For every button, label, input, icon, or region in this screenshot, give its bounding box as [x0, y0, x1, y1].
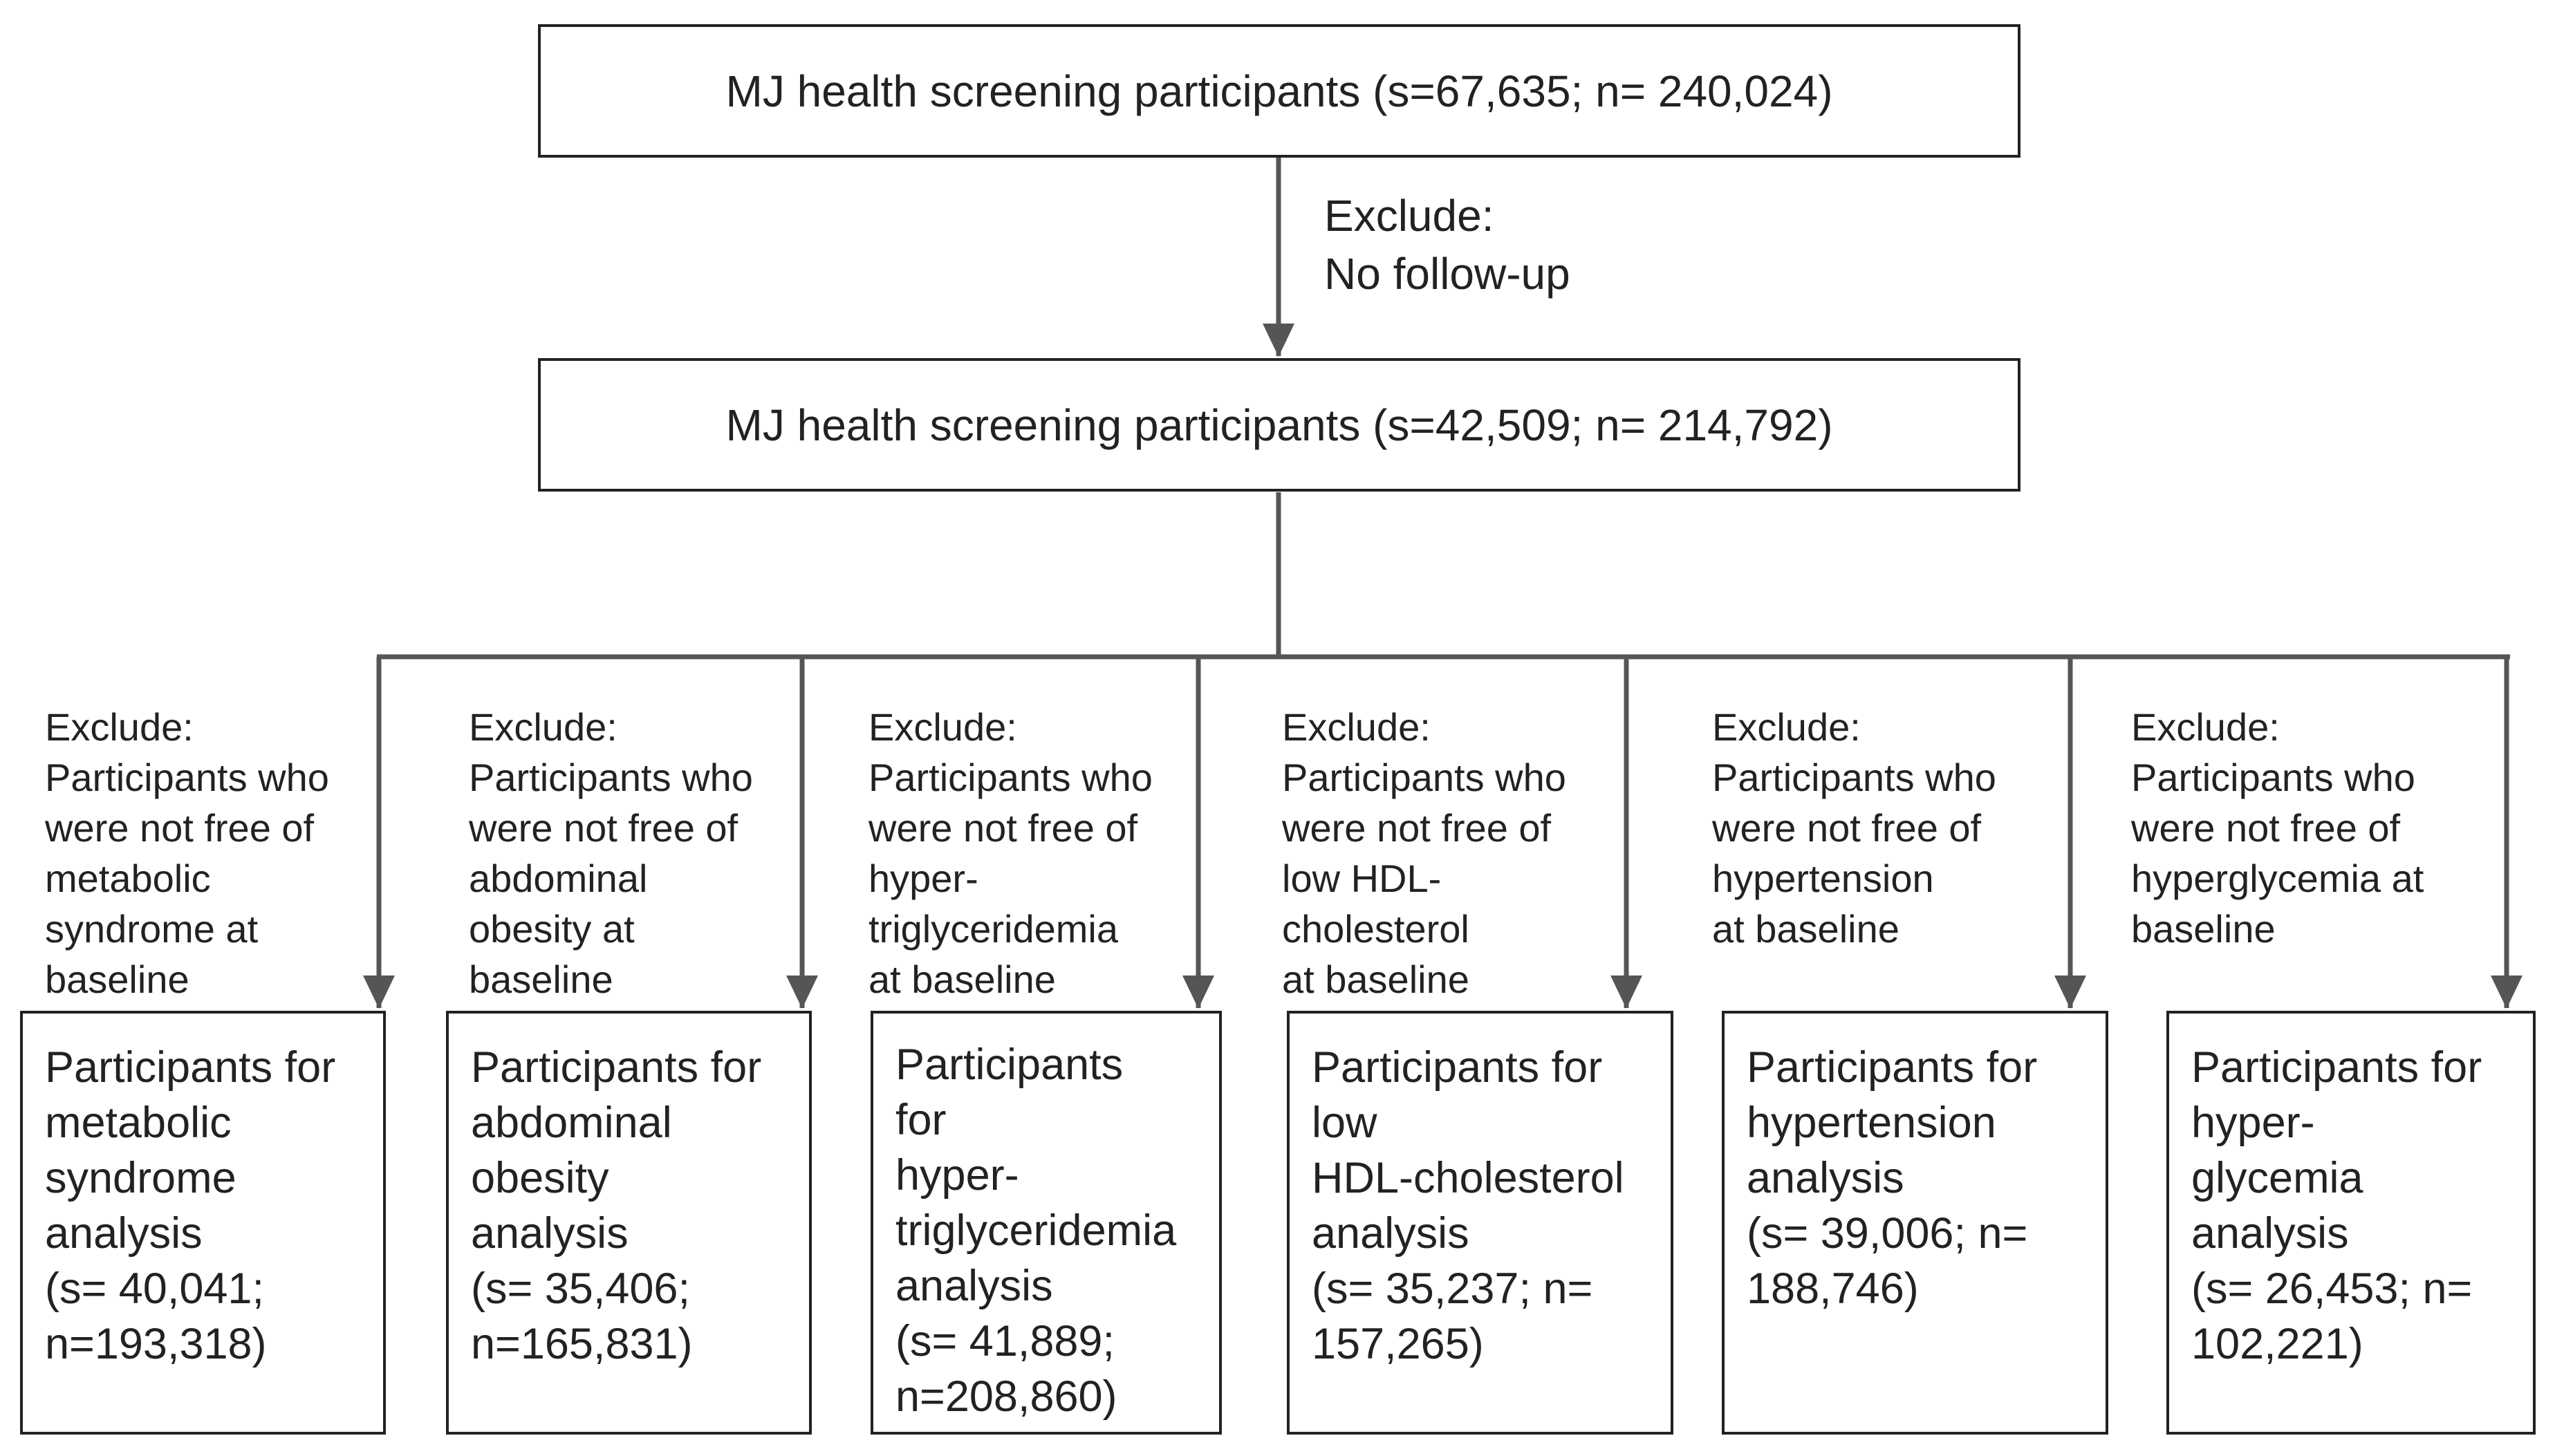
- result-line: n=193,318): [45, 1320, 267, 1368]
- exclusion-line: obesity at: [469, 907, 635, 951]
- exclusion-line: were not free of: [1712, 806, 1982, 850]
- result-line: syndrome: [45, 1154, 236, 1202]
- exclusion-line: baseline: [45, 958, 189, 1001]
- exclusion-line: No follow-up: [1324, 249, 1570, 299]
- result-line: analysis: [1747, 1154, 1904, 1202]
- result-line: abdominal: [471, 1099, 672, 1147]
- exclusion-line: were not free of: [868, 806, 1138, 850]
- exclusion-line: Participants who: [1282, 756, 1566, 799]
- exclusion-line: at baseline: [1282, 958, 1469, 1001]
- result-box-low-hdl-cholesterol: [1287, 1011, 1673, 1435]
- result-line: Participants for: [1312, 1043, 1603, 1092]
- exclusion-low-hdl-cholesterol: [1282, 702, 1566, 1005]
- result-line: hyper-: [2191, 1099, 2315, 1147]
- result-line: 157,265): [1312, 1320, 1484, 1368]
- result-line: Participants: [895, 1040, 1124, 1089]
- exclusion-line: Participants who: [469, 756, 753, 799]
- exclusion-no-follow-up: [1324, 187, 1570, 303]
- exclusion-line: were not free of: [469, 806, 738, 850]
- exclusion-hypertriglyceridemia: [868, 702, 1153, 1005]
- result-line: (s= 39,006; n=: [1747, 1209, 2028, 1258]
- exclusion-line: were not free of: [45, 806, 315, 850]
- exclusion-line: were not free of: [2131, 806, 2401, 850]
- second-participants-box: [538, 358, 2020, 492]
- exclusion-line: hyper-: [868, 857, 978, 900]
- arrowhead-branch-5: [2054, 976, 2086, 1009]
- arrowhead-branch-6: [2491, 976, 2523, 1009]
- exclusion-line: baseline: [469, 958, 613, 1001]
- result-line: Participants for: [2191, 1043, 2482, 1092]
- result-line: analysis: [45, 1209, 203, 1258]
- exclusion-abdominal-obesity: [469, 702, 753, 1005]
- result-line: triglyceridemia: [895, 1206, 1177, 1255]
- exclusion-line: Exclude:: [469, 705, 617, 749]
- exclusion-line: Participants who: [45, 756, 329, 799]
- top-participants-box: [538, 24, 2020, 158]
- result-line: Participants for: [45, 1043, 336, 1092]
- result-line: analysis: [2191, 1209, 2349, 1258]
- arrowhead-top: [1263, 324, 1294, 357]
- exclusion-line: metabolic: [45, 857, 211, 900]
- exclusion-line: Exclude:: [2131, 705, 2280, 749]
- top-participants-label: MJ health screening participants (s=67,635; n= 240,024): [725, 66, 1833, 116]
- result-line: analysis: [471, 1209, 629, 1258]
- result-box-abdominal-obesity: [446, 1011, 812, 1435]
- exclusion-hyperglycemia: [2131, 702, 2424, 954]
- result-line: glycemia: [2191, 1154, 2363, 1202]
- result-line: HDL-cholesterol: [1312, 1154, 1624, 1202]
- exclusion-line: Participants who: [868, 756, 1153, 799]
- result-line: low: [1312, 1099, 1377, 1147]
- result-line: Participants for: [471, 1043, 762, 1092]
- exclusion-line: were not free of: [1282, 806, 1552, 850]
- exclusion-line: Participants who: [2131, 756, 2415, 799]
- exclusion-hypertension: [1712, 702, 1996, 954]
- result-line: Participants for: [1747, 1043, 2038, 1092]
- exclusion-line: cholesterol: [1282, 907, 1469, 951]
- exclusion-line: at baseline: [868, 958, 1056, 1001]
- result-line: hypertension: [1747, 1099, 1996, 1147]
- result-box-hypertension: [1722, 1011, 2108, 1435]
- exclusion-line: Exclude:: [1712, 705, 1861, 749]
- result-line: metabolic: [45, 1099, 232, 1147]
- result-line: (s= 35,406;: [471, 1264, 690, 1313]
- result-line: analysis: [895, 1262, 1053, 1310]
- result-line: for: [895, 1096, 947, 1144]
- exclusion-line: Exclude:: [1282, 705, 1431, 749]
- exclusion-line: Exclude:: [868, 705, 1017, 749]
- result-line: 102,221): [2191, 1320, 2363, 1368]
- result-box-metabolic-syndrome: [20, 1011, 386, 1435]
- exclusion-line: Exclude:: [45, 705, 194, 749]
- exclusion-line: Participants who: [1712, 756, 1996, 799]
- exclusion-metabolic-syndrome: [45, 702, 329, 1005]
- exclusion-line: at baseline: [1712, 907, 1899, 951]
- result-line: (s= 41,889;: [895, 1317, 1115, 1365]
- arrowhead-branch-4: [1610, 976, 1642, 1009]
- exclusion-line: low HDL-: [1282, 857, 1442, 900]
- result-line: 188,746): [1747, 1264, 1919, 1313]
- result-line: hyper-: [895, 1151, 1019, 1200]
- result-line: (s= 40,041;: [45, 1264, 264, 1313]
- result-line: obesity: [471, 1154, 609, 1202]
- result-line: (s= 26,453; n=: [2191, 1264, 2473, 1313]
- exclusion-line: hyperglycemia at: [2131, 857, 2424, 900]
- result-line: n=208,860): [895, 1372, 1117, 1421]
- second-participants-label: MJ health screening participants (s=42,509; n= 214,792): [725, 400, 1833, 450]
- result-line: n=165,831): [471, 1320, 693, 1368]
- exclusion-line: Exclude:: [1324, 191, 1494, 241]
- arrowhead-branch-2: [786, 976, 818, 1009]
- exclusion-line: syndrome at: [45, 907, 259, 951]
- result-box-hypertriglyceridemia: [871, 1011, 1222, 1435]
- exclusion-line: triglyceridemia: [868, 907, 1118, 951]
- result-line: (s= 35,237; n=: [1312, 1264, 1593, 1313]
- arrowhead-branch-3: [1182, 976, 1214, 1009]
- exclusion-line: hypertension: [1712, 857, 1934, 900]
- result-line: analysis: [1312, 1209, 1469, 1258]
- exclusion-line: baseline: [2131, 907, 2276, 951]
- arrowhead-branch-1: [363, 976, 395, 1009]
- result-box-hyperglycemia: [2166, 1011, 2536, 1435]
- exclusion-line: abdominal: [469, 857, 648, 900]
